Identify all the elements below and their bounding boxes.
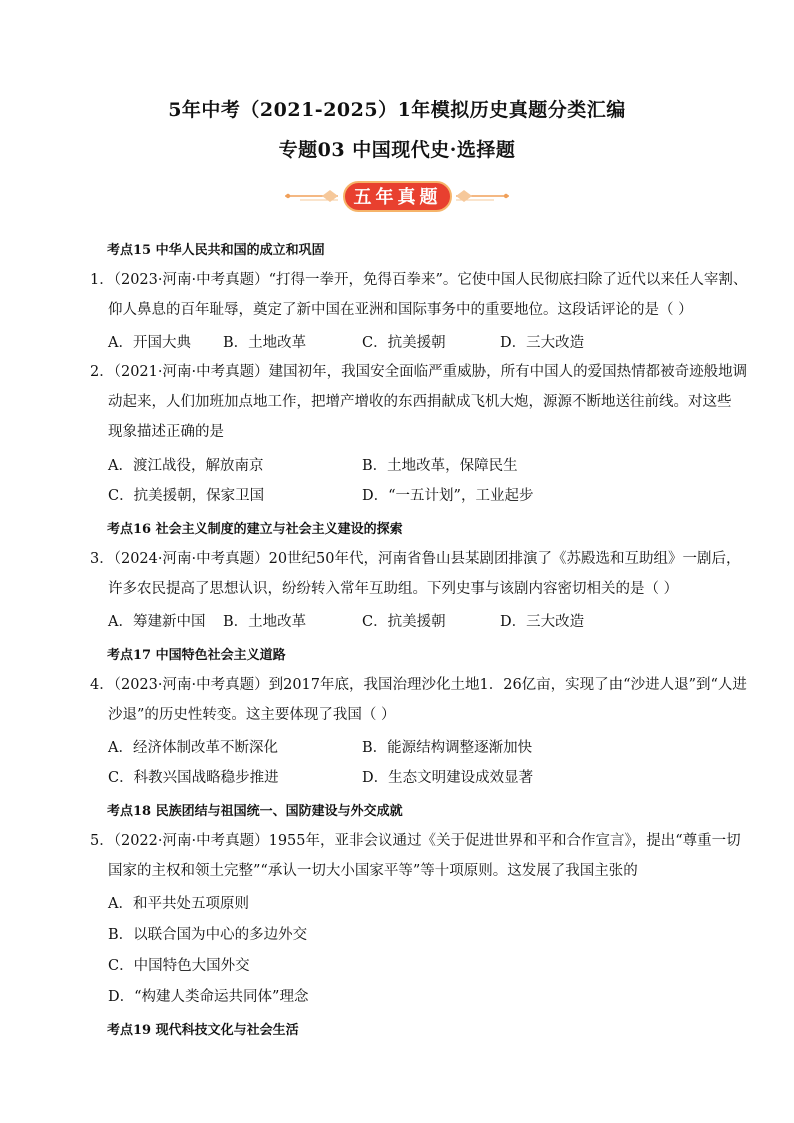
question-text-line: 现象描述正确的是 <box>108 424 224 440</box>
option-b[interactable]: B．土地改革，保障民生 <box>362 458 518 474</box>
question-text-line: 许多农民提高了思想认识，纷纷转入常年互助组。下列史事与该剧内容密切相关的是（ ） <box>108 581 679 597</box>
section-heading: 考点16 社会主义制度的建立与社会主义建设的探索 <box>107 522 403 537</box>
option-a[interactable]: A．和平共处五项原则 <box>108 896 249 912</box>
option-a[interactable]: A．渡江战役，解放南京 <box>108 458 264 474</box>
document-title: 5年中考（2021-2025）1年模拟历史真题分类汇编 <box>168 99 626 121</box>
option-a[interactable]: A．经济体制改革不断深化 <box>108 740 278 756</box>
question-text-line: 国家的主权和领土完整”“承认一切大小国家平等”等十项原则。这发展了我国主张的 <box>108 863 638 879</box>
document-subtitle: 专题03 中国现代史·选择题 <box>278 139 516 161</box>
option-b[interactable]: B．以联合国为中心的多边外交 <box>108 927 308 943</box>
section-heading: 考点19 现代科技文化与社会生活 <box>107 1023 299 1038</box>
question-text-line: 3．（2024·河南·中考真题）20世纪50年代，河南省鲁山县某剧团排演了《苏殿选和互助组》一剧后， <box>90 551 741 567</box>
section-heading: 考点17 中国特色社会主义道路 <box>107 648 286 663</box>
option-c[interactable]: C．中国特色大国外交 <box>108 958 250 974</box>
option-c[interactable]: C．抗美援朝，保家卫国 <box>108 488 265 504</box>
option-a[interactable]: A．开国大典 <box>108 335 191 351</box>
option-d[interactable]: D．“一五计划”，工业起步 <box>362 488 534 504</box>
option-c[interactable]: C．科教兴国战略稳步推进 <box>108 770 279 786</box>
question-text-line: 动起来，人们加班加点地工作，把增产增收的东西捐献成飞机大炮，源源不断地送往前线。对这些 <box>108 394 732 410</box>
option-d[interactable]: D．生态文明建设成效显著 <box>362 770 534 786</box>
option-a[interactable]: A．筹建新中国 <box>108 614 206 630</box>
option-d[interactable]: D．“构建人类命运共同体”理念 <box>108 989 309 1005</box>
question-text-line: 仰人鼻息的百年耻辱，奠定了新中国在亚洲和国际事务中的重要地位。这段话评论的是（ ） <box>108 302 693 318</box>
five-year-banner <box>0 176 794 216</box>
option-d[interactable]: D．三大改造 <box>500 335 585 351</box>
section-heading: 考点18 民族团结与祖国统一、国防建设与外交成就 <box>107 804 403 819</box>
option-c[interactable]: C．抗美援朝 <box>362 614 446 630</box>
question-text-line: 沙退”的历史性转变。这主要体现了我国（ ） <box>108 707 396 723</box>
question-text-line: 1．（2023·河南·中考真题）“打得一拳开，免得百拳来”。它使中国人民彻底扫除了近代以来任人宰割、 <box>90 272 748 288</box>
question-text-line: 5．（2022·河南·中考真题）1955年，亚非会议通过《关于促进世界和平和合作宣言》，提出“尊重一切 <box>90 833 741 849</box>
banner-right-ornament <box>456 190 509 202</box>
section-heading: 考点15 中华人民共和国的成立和巩固 <box>107 243 325 258</box>
option-c[interactable]: C．抗美援朝 <box>362 335 446 351</box>
option-d[interactable]: D．三大改造 <box>500 614 585 630</box>
option-b[interactable]: B．土地改革 <box>223 614 307 630</box>
banner-left-ornament <box>285 190 338 202</box>
question-text-line: 4．（2023·河南·中考真题）到2017年底，我国治理沙化土地1．26亿亩，实现了由“沙进人退”到“人进 <box>90 677 747 693</box>
option-b[interactable]: B．能源结构调整逐渐加快 <box>362 740 533 756</box>
banner-label: 五年真题 <box>353 187 442 208</box>
question-text-line: 2．（2021·河南·中考真题）建国初年，我国安全面临严重威胁，所有中国人的爱国热情都被奇迹般地调 <box>90 364 748 380</box>
option-b[interactable]: B．土地改革 <box>223 335 307 351</box>
